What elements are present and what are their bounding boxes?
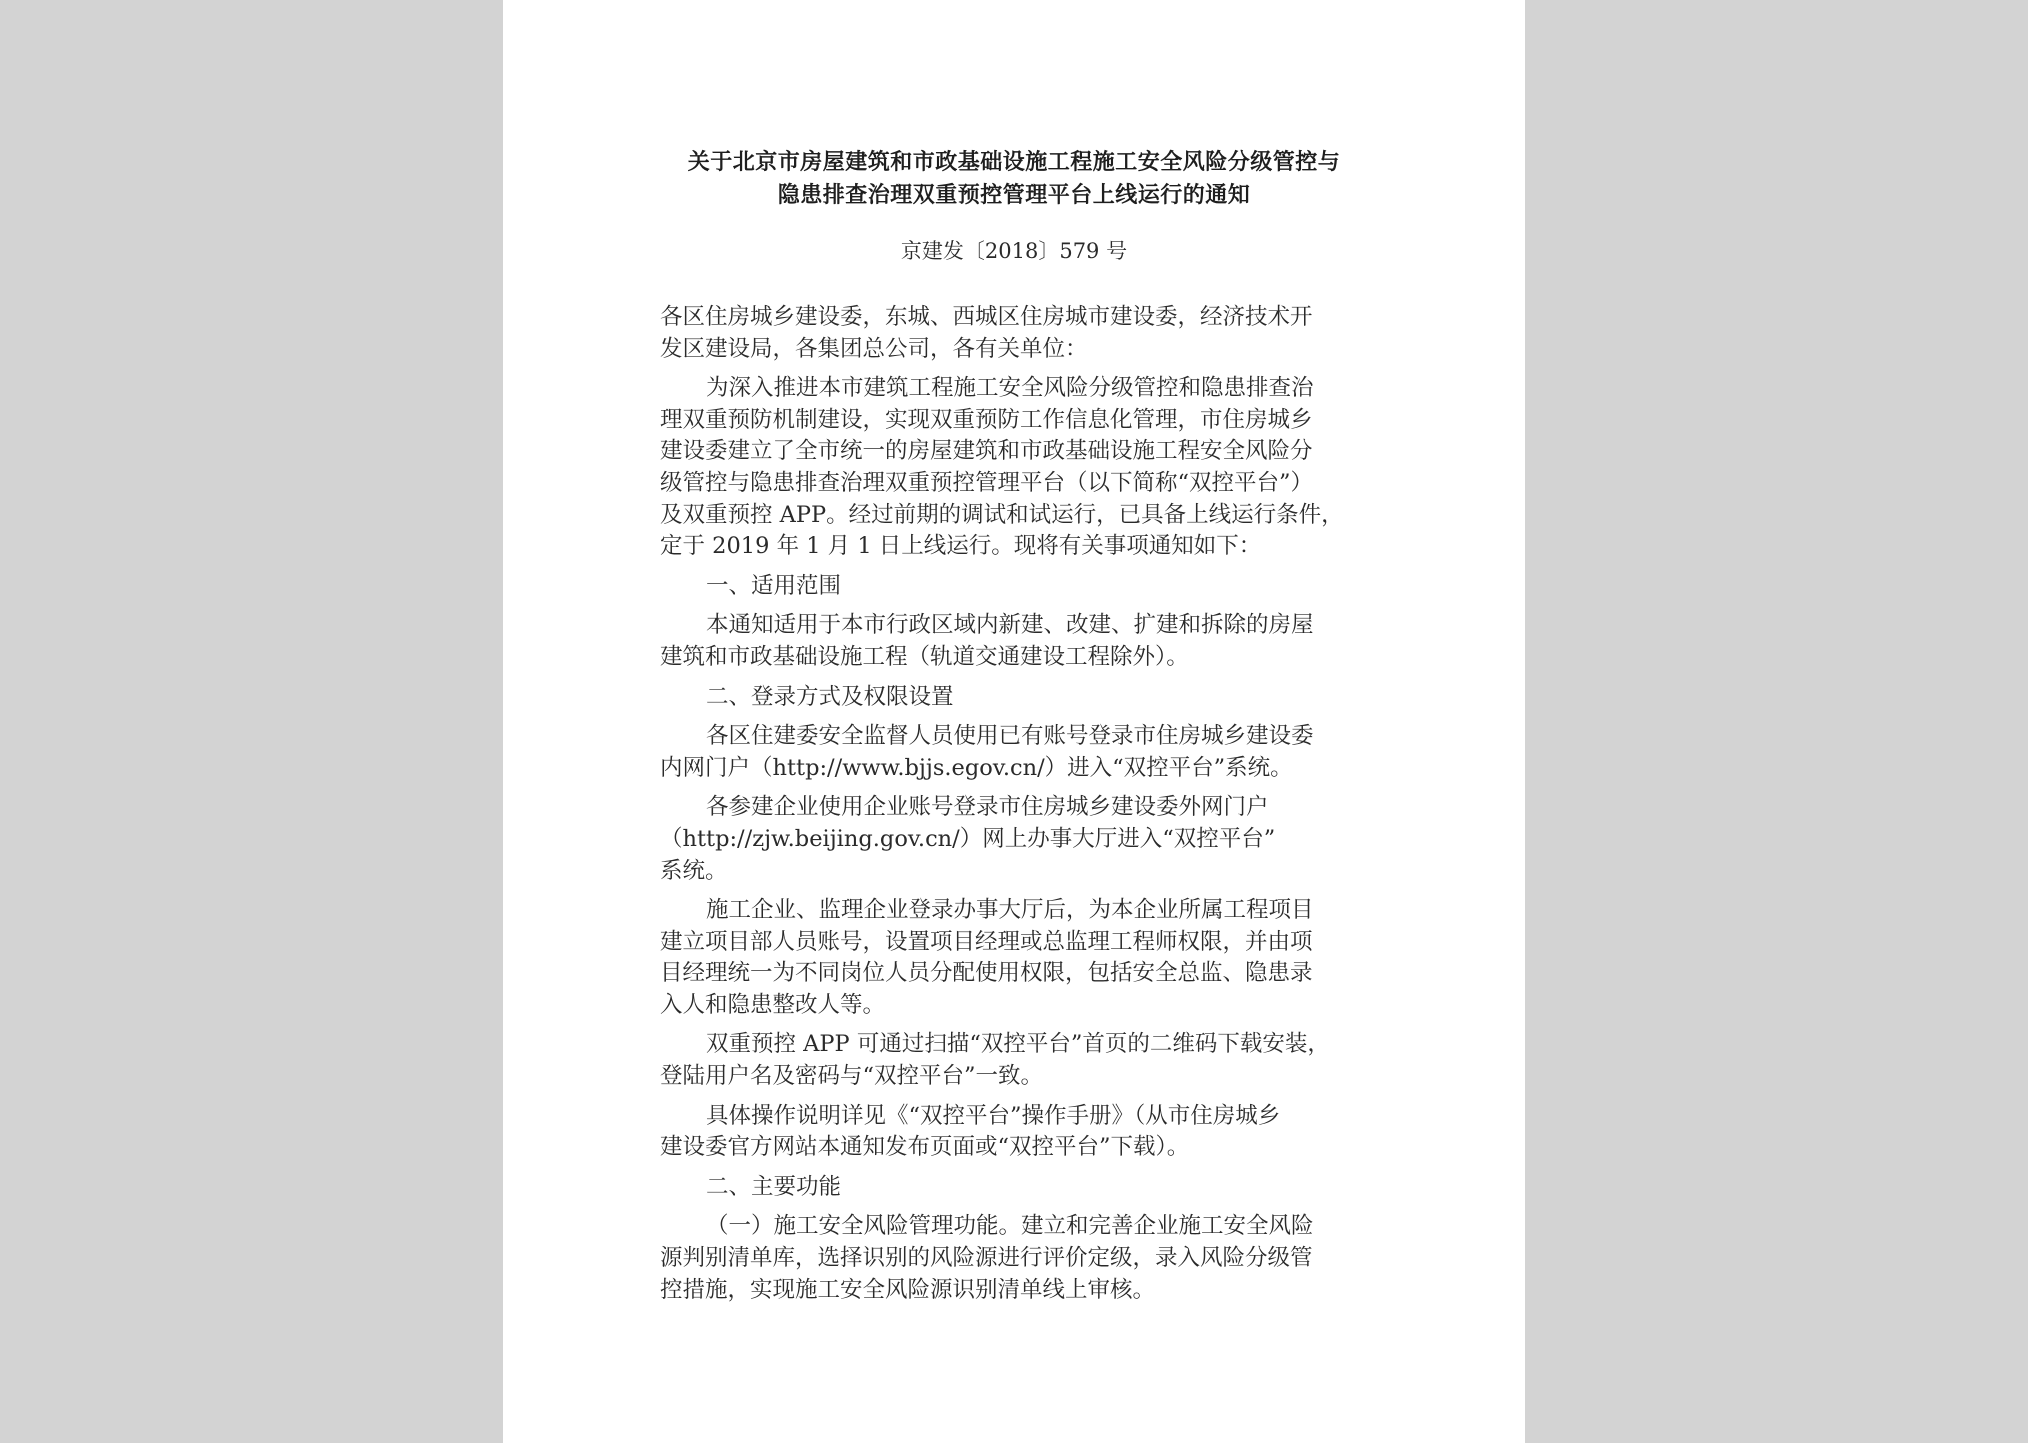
section-heading: 二、主要功能	[706, 1173, 842, 1200]
paragraph-line: 具体操作说明详见《“双控平台”操作手册》（从市住房城乡	[706, 1102, 1281, 1129]
paragraph-line: （http://zjw.beijing.gov.cn/）网上办事大厅进入“双控平台”	[660, 825, 1276, 852]
paragraph-line: 目经理统一为不同岗位人员分配使用权限，包括安全总监、隐患录	[660, 960, 1313, 987]
addressee-line: 各区住房城乡建设委，东城、西城区住房城市建设委，经济技术开	[660, 304, 1313, 330]
addressee-line: 发区建设局，各集团总公司，各有关单位：	[660, 335, 1088, 362]
paragraph-line: （一）施工安全风险管理功能。建立和完善企业施工安全风险	[706, 1213, 1314, 1240]
paragraph-line: 理双重预防机制建设，实现双重预防工作信息化管理，市住房城乡	[660, 406, 1313, 433]
paragraph-line: 内网门户（http://www.bjjs.egov.cn/）进入“双控平台”系统。	[660, 754, 1293, 781]
document-body	[660, 302, 1400, 1306]
paragraph-line: 建设委建立了全市统一的房屋建筑和市政基础设施工程安全风险分	[660, 438, 1313, 465]
paragraph-line: 建筑和市政基础设施工程（轨道交通建设工程除外）。	[660, 643, 1189, 670]
paragraph-line: 本通知适用于本市行政区域内新建、改建、扩建和拆除的房屋	[706, 612, 1314, 639]
paragraph-line: 登陆用户名及密码与“双控平台”一致。	[660, 1063, 1044, 1090]
paragraph-line: 系统。	[660, 857, 728, 884]
document-page	[503, 0, 1525, 1443]
paragraph-line: 各参建企业使用企业账号登录市住房城乡建设委外网门户	[706, 794, 1269, 821]
paragraph-line: 级管控与隐患排查治理双重预控管理平台（以下简称“双控平台”）	[660, 469, 1314, 496]
paragraph-line: 控措施，实现施工安全风险源识别清单线上审核。	[660, 1276, 1156, 1303]
paragraph-line: 及双重预控 APP。经过前期的调试和试运行，已具备上线运行条件，	[660, 501, 1344, 528]
paragraph-line: 源判别清单库，选择识别的风险源进行评价定级，录入风险分级管	[660, 1245, 1313, 1272]
paragraph-line: 建立项目部人员账号，设置项目经理或总监理工程师权限，并由项	[660, 928, 1313, 955]
title-line-2: 隐患排查治理双重预控管理平台上线运行的通知	[777, 183, 1251, 208]
section-heading: 一、适用范围	[706, 572, 842, 599]
paragraph-line: 各区住建委安全监督人员使用已有账号登录市住房城乡建设委	[706, 723, 1314, 750]
paragraph-line: 定于 2019 年 1 月 1 日上线运行。现将有关事项通知如下：	[660, 533, 1262, 560]
paragraph-line: 建设委官方网站本通知发布页面或“双控平台”下载）。	[660, 1134, 1190, 1161]
paragraph-line: 双重预控 APP 可通过扫描“双控平台”首页的二维码下载安装，	[706, 1031, 1330, 1058]
paragraph-line: 入人和隐患整改人等。	[660, 991, 886, 1018]
paragraph-line: 施工企业、监理企业登录办事大厅后，为本企业所属工程项目	[706, 897, 1314, 924]
document-number: 京建发〔2018〕579 号	[900, 239, 1128, 263]
paragraph-line: 为深入推进本市建筑工程施工安全风险分级管控和隐患排查治	[706, 375, 1314, 402]
section-heading: 二、登录方式及权限设置	[706, 683, 954, 710]
document-title	[503, 146, 1525, 212]
title-line-1: 关于北京市房屋建筑和市政基础设施工程施工安全风险分级管控与	[687, 150, 1341, 175]
